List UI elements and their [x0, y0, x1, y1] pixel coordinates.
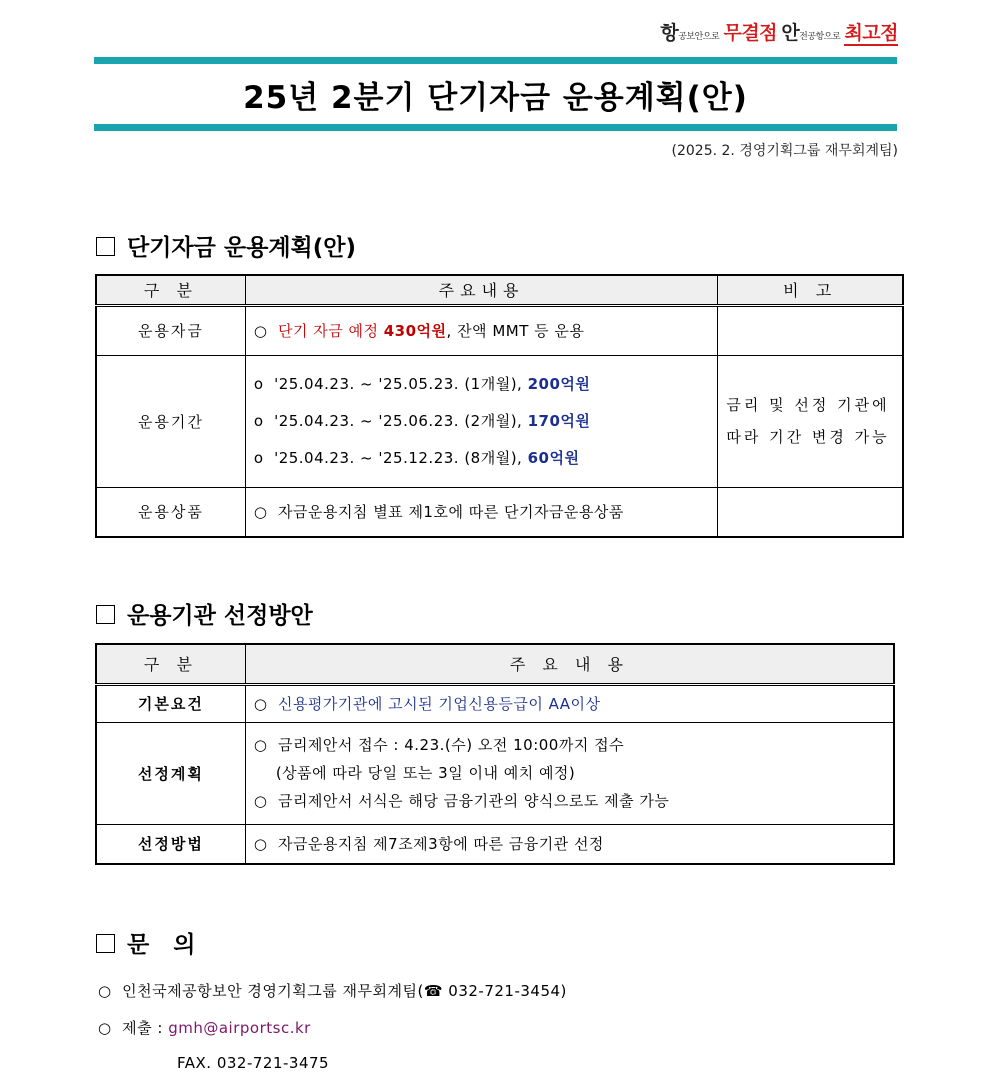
header-content: 주요내용 — [245, 275, 718, 305]
header-content: 주 요 내 용 — [245, 644, 894, 684]
note-line: 따라 기간 변경 가능 — [726, 428, 890, 446]
row-content — [245, 722, 894, 824]
bullet: o — [253, 411, 264, 430]
submit-line — [98, 1017, 311, 1038]
row-category: 운용기간 — [96, 355, 245, 487]
submit-label: 제출 : — [122, 1019, 169, 1037]
table-row — [96, 722, 894, 824]
section2-heading-text: 운용기관 선정방안 — [127, 603, 313, 629]
header-category: 구 분 — [96, 275, 245, 305]
page-title: 25년 2분기 단기자금 운용계획(안) — [243, 80, 748, 116]
row-note — [718, 487, 903, 537]
plan-text: (상품에 따라 당일 또는 3일 이내 예치 예정) — [275, 764, 576, 782]
period-line — [254, 440, 710, 477]
period-amount: 200억원 — [527, 374, 591, 393]
selection-table — [95, 643, 895, 865]
row-category: 선정방법 — [96, 824, 245, 864]
period-amount: 60억원 — [527, 448, 580, 467]
plan-line — [254, 731, 885, 759]
plan-text: 금리제안서 접수 : 4.23.(수) 오전 10:00까지 접수 — [277, 736, 625, 754]
header-note: 비 고 — [718, 275, 903, 305]
product-text: 자금운용지침 별표 제1호에 따른 단기자금운용상품 — [277, 503, 624, 522]
table-row — [96, 487, 903, 537]
row-note — [718, 305, 903, 355]
row-content — [245, 684, 894, 722]
row-content — [245, 487, 718, 537]
slogan-part1-big: 항 — [660, 22, 679, 44]
bullet: ○ — [253, 792, 268, 810]
row-content — [245, 305, 718, 355]
slogan-part2-small: 전공항으로 — [799, 32, 841, 42]
period-line — [254, 366, 710, 403]
plan-table-header — [96, 275, 903, 305]
row-content — [245, 355, 718, 487]
row-category: 기본요건 — [96, 684, 245, 722]
title-bottom-bar — [94, 124, 897, 131]
slogan-part2-emphasis: 최고점 — [844, 22, 898, 44]
fund-rest: , 잔액 MMT 등 운용 — [446, 322, 585, 340]
section3-heading — [96, 926, 203, 959]
bullet: ○ — [253, 503, 268, 522]
period-line — [254, 403, 710, 440]
checkbox-square-icon — [96, 934, 115, 953]
slogan — [660, 18, 898, 45]
slogan-part1-small: 공보안으로 — [678, 32, 720, 42]
section1-heading — [96, 229, 356, 262]
bullet: ○ — [253, 835, 268, 854]
table-row — [96, 824, 894, 864]
contact-text: 인천국제공항보안 경영기획그룹 재무회계팀(☎ 032-721-3454) — [122, 982, 567, 1000]
email-link[interactable]: gmh@airportsc.kr — [168, 1019, 311, 1037]
table-row — [96, 305, 903, 355]
bullet: ○ — [253, 736, 268, 754]
selection-table-header — [96, 644, 894, 684]
method-text: 자금운용지침 제7조제3항에 따른 금융기관 선정 — [277, 835, 604, 854]
plan-table — [95, 274, 904, 538]
checkbox-square-icon — [96, 605, 115, 624]
section2-heading — [96, 597, 313, 630]
table-row — [96, 684, 894, 722]
plan-line — [254, 787, 885, 815]
row-content — [245, 824, 894, 864]
page-subtitle: (2025. 2. 경영기획그룹 재무회계팀) — [671, 143, 898, 159]
bullet: ○ — [253, 695, 268, 713]
bullet: ○ — [98, 1019, 112, 1037]
requirement-text: 신용평가기관에 고시된 기업신용등급이 AA이상 — [277, 695, 601, 713]
bullet: ○ — [253, 322, 268, 340]
table-row — [96, 355, 903, 487]
title-top-bar — [94, 57, 897, 64]
fax-line: FAX. 032-721-3475 — [177, 1054, 330, 1072]
section1-heading-text: 단기자금 운용계획(안) — [127, 235, 356, 261]
header-category: 구 분 — [96, 644, 245, 684]
row-category: 선정계획 — [96, 722, 245, 824]
plan-text: 금리제안서 서식은 해당 금융기관의 양식으로도 제출 가능 — [277, 792, 670, 810]
bullet: o — [253, 448, 264, 467]
contact-line — [98, 980, 567, 1001]
section3-heading-text: 문 의 — [127, 932, 204, 958]
slogan-part1-emphasis: 무결점 — [723, 22, 778, 44]
checkbox-square-icon — [96, 237, 115, 256]
bullet: ○ — [98, 982, 112, 1000]
fund-amount: 430억원 — [383, 322, 447, 340]
plan-line — [254, 759, 885, 787]
note-line: 금리 및 선정 기관에 — [726, 396, 890, 414]
row-category: 운용자금 — [96, 305, 245, 355]
fund-text: 단기 자금 예정 — [277, 322, 384, 340]
row-note — [718, 355, 903, 487]
row-category: 운용상품 — [96, 487, 245, 537]
slogan-part2-big: 안 — [781, 22, 800, 44]
period-amount: 170억원 — [527, 411, 591, 430]
period-text: '25.04.23. ~ '25.05.23. (1개월), — [274, 374, 528, 393]
period-text: '25.04.23. ~ '25.12.23. (8개월), — [274, 448, 528, 467]
period-text: '25.04.23. ~ '25.06.23. (2개월), — [274, 411, 528, 430]
bullet: o — [253, 374, 264, 393]
